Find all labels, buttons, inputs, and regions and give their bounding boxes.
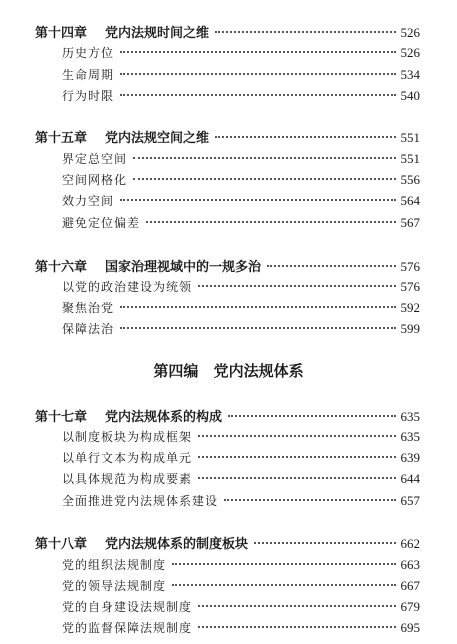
- section-title: 以具体规范为构成要素: [62, 472, 193, 486]
- page-number: 576: [400, 279, 420, 294]
- section-title: 全面推进党内法规体系建设: [62, 494, 219, 508]
- page-number: 551: [400, 151, 420, 166]
- section-title: 生命周期: [62, 68, 115, 82]
- chapter-15-entry[interactable]: [35, 127, 420, 146]
- section-title: 聚焦治党: [62, 301, 115, 315]
- dot-leader: [172, 563, 395, 565]
- section-title: 以制度板块为构成框架: [62, 430, 193, 444]
- page-number: 644: [400, 471, 420, 486]
- dot-leader: [198, 605, 395, 607]
- section-title: 以党的政治建设为统领: [62, 280, 193, 294]
- section-entry[interactable]: [62, 598, 420, 615]
- dot-leader: [146, 221, 395, 223]
- dot-leader: [224, 499, 395, 501]
- chapter-16-entry[interactable]: [35, 256, 420, 275]
- dot-leader: [198, 456, 395, 458]
- section-title: 党的领导法规制度: [62, 579, 167, 593]
- part-title: 党内法规体系: [213, 362, 304, 380]
- section-entry[interactable]: [62, 449, 420, 466]
- chapter-title: 党内法规空间之维: [105, 131, 210, 146]
- chapter-number: 第十六章: [35, 260, 88, 275]
- page-number: 599: [400, 321, 420, 336]
- chapter-17-entry[interactable]: [35, 406, 420, 425]
- dot-leader: [120, 199, 395, 201]
- page-number: 639: [400, 450, 420, 465]
- section-entry[interactable]: [62, 470, 420, 487]
- chapter-title: 党内法规体系的制度板块: [105, 537, 249, 552]
- section-entry[interactable]: [62, 214, 420, 231]
- dot-leader: [120, 94, 395, 96]
- part-number: 第四编: [153, 362, 199, 380]
- chapter-number: 第十五章: [35, 131, 88, 146]
- section-title: 界定总空间: [62, 152, 128, 166]
- dot-leader: [133, 157, 395, 159]
- dot-leader: [133, 178, 395, 180]
- chapter-title: 党内法规体系的构成: [105, 410, 223, 425]
- chapter-18-entry[interactable]: [35, 533, 420, 552]
- page-number: 534: [400, 67, 420, 82]
- chapter-number: 第十八章: [35, 537, 88, 552]
- section-entry[interactable]: [62, 44, 420, 61]
- dot-leader: [215, 136, 395, 138]
- section-title: 空间网格化: [62, 173, 128, 187]
- page-number: 663: [400, 557, 420, 572]
- section-entry[interactable]: [62, 428, 420, 445]
- section-entry[interactable]: [62, 299, 420, 316]
- page-number: 567: [400, 215, 420, 230]
- section-title: 以单行文本为构成单元: [62, 451, 193, 465]
- section-entry[interactable]: [62, 577, 420, 594]
- section-entry[interactable]: [62, 619, 420, 636]
- page-number: 526: [400, 45, 420, 60]
- dot-leader: [228, 415, 395, 417]
- dot-leader: [120, 73, 395, 75]
- page-number: 657: [400, 493, 420, 508]
- dot-leader: [198, 285, 395, 287]
- dot-leader: [172, 584, 395, 586]
- chapter-title: 党内法规时间之维: [105, 26, 210, 41]
- page-number: 679: [400, 599, 420, 614]
- page-number: 564: [400, 193, 420, 208]
- dot-leader: [120, 51, 395, 53]
- dot-leader: [198, 626, 395, 628]
- dot-leader: [215, 31, 395, 33]
- chapter-number: 第十四章: [35, 26, 88, 41]
- section-entry[interactable]: [62, 150, 420, 167]
- part-heading: [0, 360, 457, 381]
- page-number: 592: [400, 300, 420, 315]
- dot-leader: [120, 327, 395, 329]
- dot-leader: [198, 477, 395, 479]
- section-entry[interactable]: [62, 192, 420, 209]
- page-number: 540: [400, 88, 420, 103]
- section-title: 避免定位偏差: [62, 216, 141, 230]
- page-number: 662: [400, 536, 420, 551]
- dot-leader: [254, 542, 395, 544]
- section-title: 党的组织法规制度: [62, 558, 167, 572]
- section-title: 党的监督保障法规制度: [62, 621, 193, 635]
- dot-leader: [267, 265, 395, 267]
- section-entry[interactable]: [62, 171, 420, 188]
- section-entry[interactable]: [62, 492, 420, 509]
- page-number: 695: [400, 620, 420, 635]
- page-number: 576: [400, 259, 420, 274]
- page-number: 556: [400, 172, 420, 187]
- section-title: 效力空间: [62, 194, 115, 208]
- dot-leader: [120, 306, 395, 308]
- section-title: 党的自身建设法规制度: [62, 600, 193, 614]
- section-title: 行为时限: [62, 89, 115, 103]
- section-entry[interactable]: [62, 66, 420, 83]
- section-entry[interactable]: [62, 320, 420, 337]
- page-number: 635: [400, 429, 420, 444]
- section-entry[interactable]: [62, 278, 420, 295]
- page-number: 551: [400, 130, 420, 145]
- section-title: 保障法治: [62, 322, 115, 336]
- page-number: 635: [400, 409, 420, 424]
- page-number: 526: [400, 25, 420, 40]
- page-number: 667: [400, 578, 420, 593]
- section-entry[interactable]: [62, 556, 420, 573]
- chapter-title: 国家治理视域中的一规多治: [105, 260, 262, 275]
- dot-leader: [198, 435, 395, 437]
- chapter-number: 第十七章: [35, 410, 88, 425]
- section-entry[interactable]: [62, 87, 420, 104]
- chapter-14-entry[interactable]: [35, 22, 420, 41]
- section-title: 历史方位: [62, 46, 115, 60]
